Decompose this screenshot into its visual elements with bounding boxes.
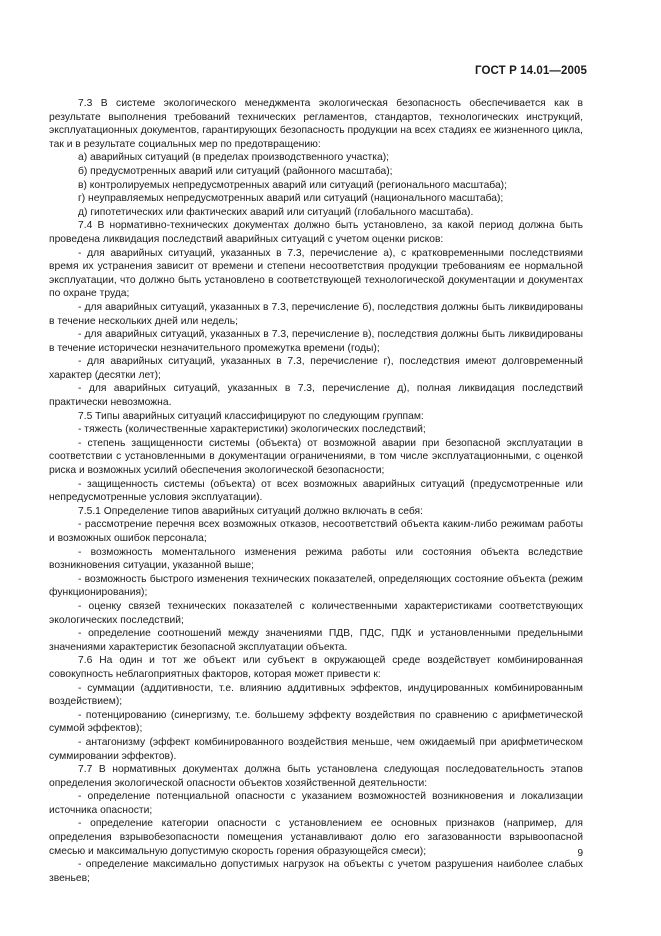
bullet-item: - защищенность системы (объекта) от всех возможных аварийных ситуаций (предусмотренные или непредусмотренные условия эксплуатации). bbox=[49, 478, 583, 504]
bullet-item: - определение соотношений между значениями ПДВ, ПДС, ПДК и установленными предельными значениями характеристик безопасной эксплуатации объекта. bbox=[49, 628, 583, 653]
list-item-g: г) неуправляемых непредусмотренных аварий или ситуаций (национального масштаба); bbox=[78, 193, 504, 205]
bullet-item: - для аварийных ситуаций, указанных в 7.3, перечисление г), последствия имеют долговременный характер (десятки лет); bbox=[49, 356, 583, 381]
paragraph-7-6: 7.6 На один и тот же объект или субъект в окружающей среде воздействует комбинированная совокупность неблагоприятных факторов, которая может привести к: bbox=[49, 655, 583, 680]
bullet-item: - тяжесть (количественные характеристики) экологических последствий; bbox=[78, 424, 426, 436]
list-item-a: а) аварийных ситуаций (в пределах производственного участка); bbox=[78, 152, 389, 164]
paragraph-7-5: 7.5 Типы аварийных ситуаций классифицируют по следующим группам: bbox=[78, 410, 424, 422]
page-number: 9 bbox=[577, 848, 583, 859]
document-body bbox=[49, 97, 583, 885]
bullet-item: - степень защищенности системы (объекта) от возможной аварии при безопасной эксплуатации в соответствии с установленными в документации ограничениями, в том числе эксплуатационными, с оценкой риска и возможных усилий обеспечения экологической безопасности; bbox=[49, 437, 583, 477]
bullet-item: - антагонизму (эффект комбинированного воздействия меньше, чем ожидаемый при арифметическом суммировании эффектов). bbox=[49, 736, 583, 762]
paragraph-7-7: 7.7 В нормативных документах должна быть установлена следующая последовательность этапов определения экологической опасности объектов хозяйственной деятельности: bbox=[49, 764, 583, 789]
bullet-item: - для аварийных ситуаций, указанных в 7.3, перечисление б), последствия должны быть ликвидированы в течение нескольких дней или недель; bbox=[49, 301, 583, 327]
bullet-item: - возможность быстрого изменения технических показателей, определяющих состояние объекта (режим функционирования); bbox=[49, 573, 583, 599]
bullet-item: - возможность моментального изменения режима работы или состояния объекта вследствие возникновения ситуации, указанной выше; bbox=[49, 546, 583, 572]
paragraph-7-5-1: 7.5.1 Определение типов аварийных ситуаций должно включать в себя: bbox=[78, 505, 423, 517]
bullet-item: - рассмотрение перечня всех возможных отказов, несоответствий объекта каким-либо режимам работы и возможных ошибок персонала; bbox=[49, 519, 583, 544]
bullet-item: - определение категории опасности с установлением ее основных признаков (например, для определения взрывобезопасности помещения устанавливают долю его загазованности взрывоопасной смесью и максимальную допустимую скорость горения образующейся смеси); bbox=[49, 818, 583, 857]
list-item-v: в) контролируемых непредусмотренных аварий или ситуаций (регионального масштаба); bbox=[78, 179, 507, 191]
paragraph-7-3: 7.3 В системе экологического менеджмента экологическая безопасность обеспечивается как в результате выполнения требований технических регламентов, стандартов, технологических инструкций, эксплуатационных документов, гарантирующих безопасность продукции на всех стадиях ее жизненного цикла, так и в результате социальных мер по предотвращению: bbox=[49, 98, 583, 150]
bullet-item: - суммации (аддитивности, т.е. влиянию аддитивных эффектов, индуцированных комбинированным воздействием); bbox=[49, 682, 583, 708]
list-item-b: б) предусмотренных аварий или ситуаций (районного масштаба); bbox=[78, 165, 393, 177]
bullet-item: - оценку связей технических показателей с количественными характеристиками соответствующих экологических последствий; bbox=[49, 600, 583, 626]
bullet-item: - для аварийных ситуаций, указанных в 7.3, перечисление д), полная ликвидация последствий практически невозможна. bbox=[49, 383, 583, 409]
list-item-d: д) гипотетических или фактических аварий или ситуаций (глобального масштаба). bbox=[78, 206, 474, 218]
bullet-item: - потенцированию (синергизму, т.е. большему эффекту воздействия по сравнению с арифметической суммой эффектов); bbox=[49, 709, 583, 735]
bullet-item: - для аварийных ситуаций, указанных в 7.3, перечисление в), последствия должны быть ликвидированы в течение исторически незначительного промежутка времени (годы); bbox=[49, 329, 583, 354]
bullet-item: - для аварийных ситуаций, указанных в 7.3, перечисление а), с кратковременными последствиями время их устранения зависит от времени и степени несоответствия продукции требованиям ее нормальной эксплуатации, что должно быть установлено в соответствующей технологической документации и документах по охране труда; bbox=[49, 247, 583, 300]
paragraph-7-4: 7.4 В нормативно-технических документах должно быть установлено, за какой период должна быть проведена ликвидация последствий аварийных ситуаций с учетом оценки рисков: bbox=[49, 220, 583, 245]
document-header: ГОСТ Р 14.01—2005 bbox=[475, 65, 587, 77]
bullet-item: - определение максимально допустимых нагрузок на объекты с учетом разрушения наиболее слабых звеньев; bbox=[49, 859, 583, 884]
bullet-item: - определение потенциальной опасности с указанием возможностей возникновения и локализации источника опасности; bbox=[49, 791, 583, 816]
